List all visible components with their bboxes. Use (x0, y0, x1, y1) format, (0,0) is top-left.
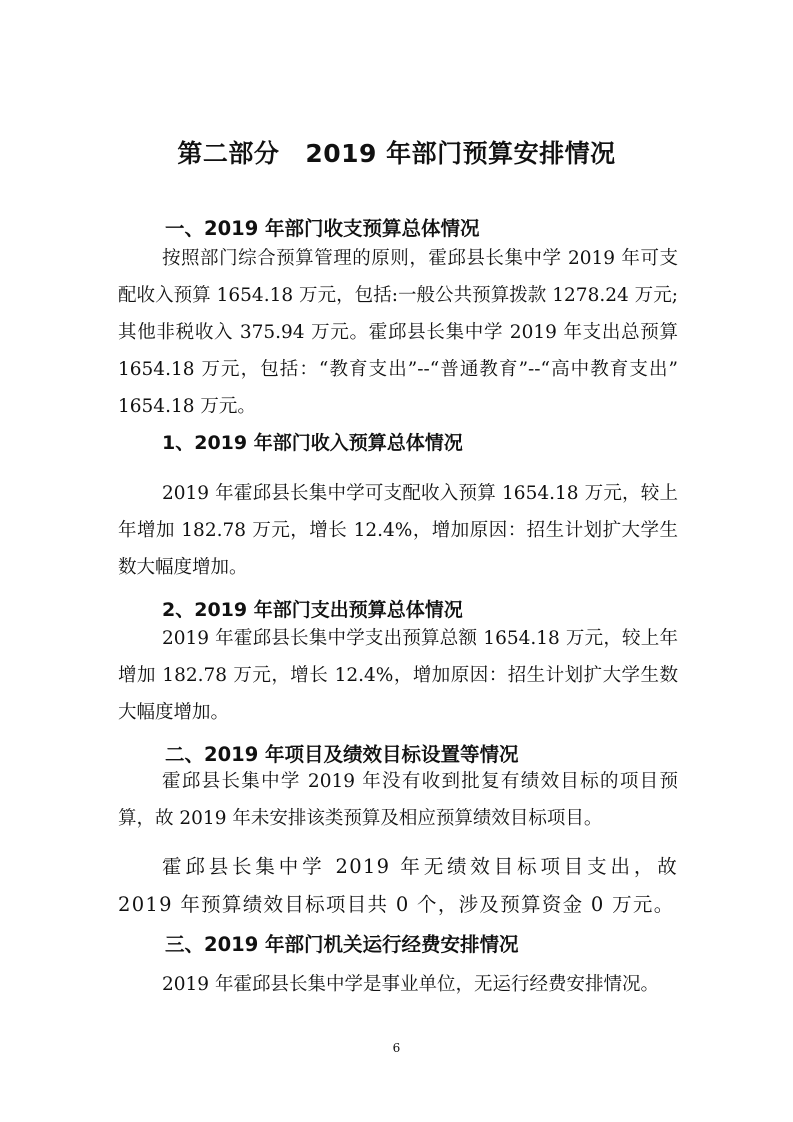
section-2-body-2: 霍邱县长集中学 2019 年无绩效目标项目支出，故 2019 年预算绩效目标项目共 0 个，涉及预算资金 0 万元。 (118, 855, 678, 916)
section-3-heading: 三、2019 年部门机关运行经费安排情况 (165, 933, 519, 956)
title-part: 第二部分 (177, 139, 280, 168)
subsection-2-heading: 2、2019 年部门支出预算总体情况 (162, 599, 463, 621)
page-title (0, 138, 793, 170)
subsection-2-body: 2019 年霍邱县长集中学支出预算总额 1654.18 万元，较上年增加 182.78 万元，增长 12.4%，增加原因：招生计划扩大学生数大幅度增加。 (118, 628, 678, 723)
section-1-body: 按照部门综合预算管理的原则，霍邱县长集中学 2019 年可支配收入预算 1654.18 万元，包括:一般公共预算拨款 1278.24 万元;其他非税收入 375.94 万元。霍邱县长集中学 2019 年支出总预算 1654.18 万元，包括：“教育支出”--“普通教育”--“高中教育支出” 1654.18 万元。 (118, 248, 678, 417)
section-2-body-1: 霍邱县长集中学 2019 年没有收到批复有绩效目标的项目预算，故 2019 年未安排该类预算及相应预算绩效目标项目。 (118, 771, 678, 829)
title-main: 2019 年部门预算安排情况 (305, 139, 616, 168)
subsection-1-heading: 1、2019 年部门收入预算总体情况 (162, 432, 463, 454)
section-2-heading: 二、2019 年项目及绩效目标设置等情况 (165, 743, 519, 766)
subsection-1-body: 2019 年霍邱县长集中学可支配收入预算 1654.18 万元，较上年增加 182.78 万元，增长 12.4%，增加原因：招生计划扩大学生数大幅度增加。 (118, 483, 678, 578)
section-3-body: 2019 年霍邱县长集中学是事业单位，无运行经费安排情况。 (162, 974, 659, 995)
page-number: 6 (392, 1041, 401, 1055)
section-1-heading: 一、2019 年部门收支预算总体情况 (165, 217, 480, 240)
